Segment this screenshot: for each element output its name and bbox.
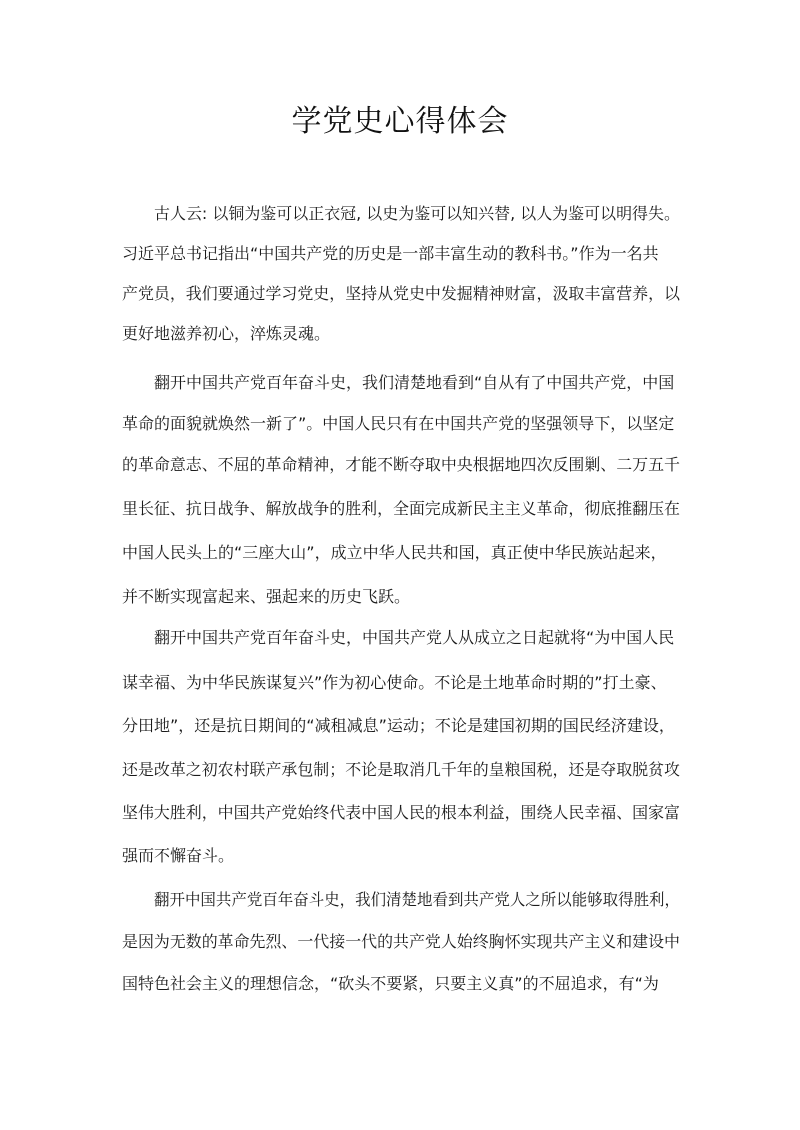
text-line: 革命的面貌就焕然一新了”。中国人民只有在中国共产党的坚强领导下，以坚定 (122, 414, 675, 433)
text-line: 并不断实现富起来、强起来的历史飞跃。 (122, 587, 411, 606)
paragraph-1-line-1 (0, 202, 800, 226)
paragraph-2-line-6 (0, 585, 800, 609)
text-line: 是因为无数的革命先烈、一代接一代的共产党人始终胸怀实现共产主义和建设中 (122, 932, 680, 951)
text-line: 古人云: 以铜为鉴可以正衣冠, 以史为鉴可以知兴替, 以人为鉴可以明得失。 (154, 204, 680, 223)
paragraph-1-line-3 (0, 282, 800, 306)
paragraph-4-line-2 (0, 930, 800, 954)
paragraph-2-line-2 (0, 412, 800, 436)
paragraph-1-line-2 (0, 242, 800, 266)
paragraph-3-line-6 (0, 844, 800, 868)
text-line: 翻开中国共产党百年奋斗史，我们清楚地看到共产党人之所以能够取得胜利， (154, 890, 681, 909)
text-line: 谋幸福、为中华民族谋复兴”作为初心使命。不论是土地革命时期的”打土豪、 (122, 673, 667, 692)
text-line: 坚伟大胜利，中国共产党始终代表中国人民的根本利益，围绕人民幸福、国家富 (122, 803, 680, 822)
text-line: 中国人民头上的“三座大山”，成立中华人民共和国，真正使中华民族站起来， (122, 543, 667, 562)
text-line: 翻开中国共产党百年奋斗史，中国共产党人从成立之日起就将“为中国人民 (154, 628, 675, 647)
text-line: 国特色社会主义的理想信念，“砍头不要紧，只要主义真”的不屈追求，有“为 (122, 974, 659, 993)
paragraph-2-line-4 (0, 497, 800, 521)
text-line: 产党员，我们要通过学习党史，坚持从党史中发掘精神财富，汲取丰富营养，以 (122, 284, 680, 303)
paragraph-1-line-4 (0, 322, 800, 346)
text-line: 还是改革之初农村联产承包制；不论是取消几千年的皇粮国税，还是夺取脱贫攻 (122, 760, 680, 779)
text-line: 翻开中国共产党百年奋斗史，我们清楚地看到“自从有了中国共产党，中国 (154, 373, 675, 392)
paragraph-3-line-4 (0, 758, 800, 782)
paragraph-3-line-2 (0, 671, 800, 695)
paragraph-3-line-3 (0, 714, 800, 738)
page-title: 学党史心得体会 (291, 104, 509, 139)
paragraph-4-line-3 (0, 972, 800, 996)
text-line: 习近平总书记指出“中国共产党的历史是一部丰富生动的教科书。”作为一名共 (122, 244, 659, 263)
text-line: 更好地滋养初心，淬炼灵魂。 (122, 324, 331, 343)
paragraph-4-line-1 (0, 888, 800, 912)
paragraph-2-line-1 (0, 371, 800, 395)
text-line: 强而不懈奋斗。 (122, 846, 235, 865)
paragraph-3-line-1 (0, 626, 800, 650)
paragraph-2-line-5 (0, 541, 800, 565)
text-line: 分田地”，还是抗日期间的“减租减息”运动；不论是建国初期的国民经济建设， (122, 716, 675, 735)
paragraph-2-line-3 (0, 453, 800, 477)
text-line: 里长征、抗日战争、解放战争的胜利，全面完成新民主主义革命，彻底推翻压在 (122, 499, 680, 518)
text-line: 的革命意志、不屈的革命精神，才能不断夺取中央根据地四次反围剿、二万五千 (122, 455, 680, 474)
paragraph-3-line-5 (0, 801, 800, 825)
